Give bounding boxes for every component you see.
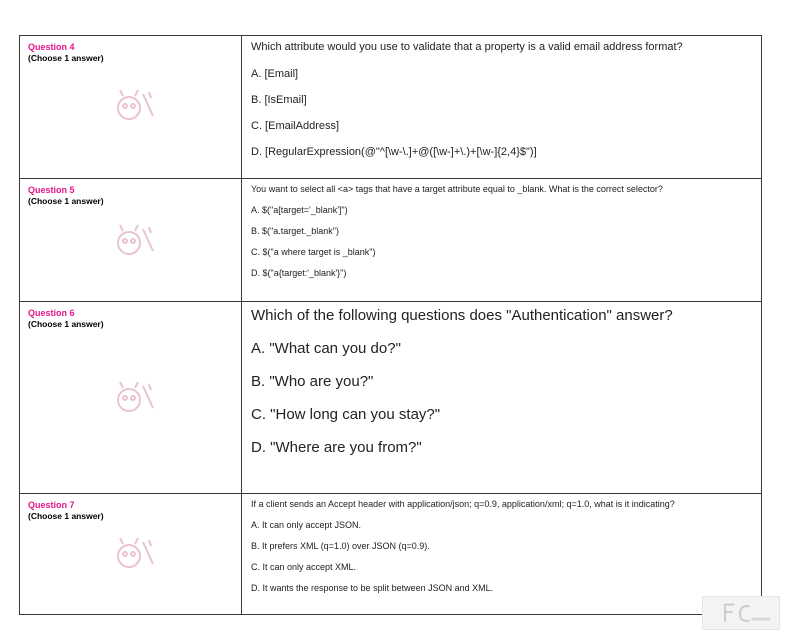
question-hint: (Choose 1 answer) <box>28 196 104 206</box>
answer-option: B. [IsEmail] <box>251 94 307 106</box>
answer-options <box>251 520 761 593</box>
answer-options <box>251 68 761 158</box>
answer-option: D. $("a{target:'_blank'}") <box>251 268 347 278</box>
answer-option: C. It can only accept XML. <box>251 562 357 572</box>
question-hint: (Choose 1 answer) <box>28 511 104 521</box>
answer-option: C. [EmailAddress] <box>251 120 340 132</box>
question-content-cell <box>242 494 761 614</box>
answer-options <box>251 205 761 278</box>
question-text: Which attribute would you use to validate that a property is a valid email address format? <box>251 41 683 53</box>
answer-option: D. It wants the response to be split between JSON and XML. <box>251 583 494 593</box>
questions-table <box>19 35 762 615</box>
answer-option: B. $("a.target._blank") <box>251 226 339 236</box>
question-text: If a client sends an Accept header with application/json; q=0.9, application/xml; q=1.0, what is it indicating? <box>251 499 675 509</box>
question-row <box>20 179 761 302</box>
answer-option: B. It prefers XML (q=1.0) over JSON (q=0.9). <box>251 541 430 551</box>
question-number: Question 7 <box>28 500 75 510</box>
question-number: Question 4 <box>28 42 75 52</box>
question-text: You want to select all <a> tags that have a target attribute equal to _blank. What is the correct selector? <box>251 184 663 194</box>
question-number: Question 5 <box>28 185 75 195</box>
question-content-cell <box>242 179 761 301</box>
answer-option: A. [Email] <box>251 68 299 80</box>
answer-option: C. $("a where target is _blank") <box>251 247 376 257</box>
answer-option: D. "Where are you from?" <box>251 439 422 456</box>
question-hint: (Choose 1 answer) <box>28 53 104 63</box>
site-logo-icon <box>702 596 780 630</box>
answer-option: A. "What can you do?" <box>251 340 401 357</box>
mascot-watermark-icon <box>113 534 157 574</box>
answer-option: C. "How long can you stay?" <box>251 406 441 423</box>
answer-option: D. [RegularExpression(@"^[\w-\.]+@([\w-]+\.)+[\w-]{2,4}$")] <box>251 146 537 158</box>
answer-option: A. It can only accept JSON. <box>251 520 362 530</box>
answer-options <box>251 340 761 456</box>
mascot-watermark-icon <box>113 221 157 261</box>
question-content-cell <box>242 302 761 493</box>
question-hint: (Choose 1 answer) <box>28 319 104 329</box>
mascot-watermark-icon <box>113 378 157 418</box>
question-meta-cell <box>20 494 242 614</box>
question-meta-cell <box>20 36 242 178</box>
question-meta-cell <box>20 302 242 493</box>
mascot-watermark-icon <box>113 86 157 126</box>
question-number: Question 6 <box>28 308 75 318</box>
question-text: Which of the following questions does "Authentication" answer? <box>251 307 673 324</box>
question-row <box>20 36 761 179</box>
question-row <box>20 494 761 614</box>
question-row <box>20 302 761 494</box>
answer-option: B. "Who are you?" <box>251 373 374 390</box>
question-meta-cell <box>20 179 242 301</box>
answer-option: A. $("a[target='_blank']") <box>251 205 348 215</box>
question-content-cell <box>242 36 761 178</box>
